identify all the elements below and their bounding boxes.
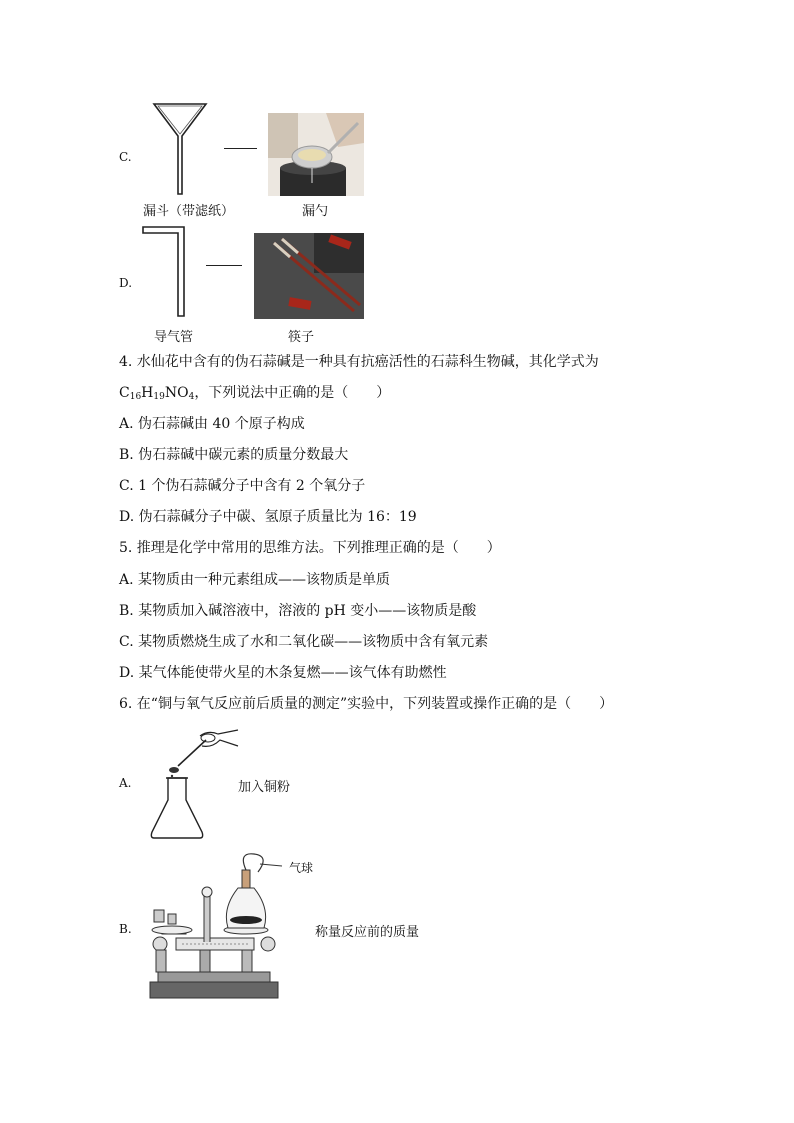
q5-stem: 5. 推理是化学中常用的思维方法。下列推理正确的是（ ） <box>119 540 501 556</box>
strainer-ladle-photo <box>268 113 364 196</box>
q4-option-b[interactable]: B. 伪石蒜碱中碳元素的质量分数最大 <box>119 447 349 463</box>
chopsticks-caption: 筷子 <box>288 330 315 345</box>
strainer-caption: 漏勺 <box>302 204 329 219</box>
q6-option-a-letter: A. <box>119 776 132 790</box>
gas-tube-icon <box>140 224 190 320</box>
q6-stem: 6. 在“铜与氧气反应前后质量的测定”实验中，下列装置或操作正确的是（ ） <box>119 696 614 712</box>
q6-option-b-letter: B. <box>119 922 132 936</box>
chopsticks-photo <box>254 233 364 319</box>
q5-option-d[interactable]: D. 某气体能使带火星的木条复燃——该气体有助燃性 <box>119 665 447 681</box>
q5-option-b[interactable]: B. 某物质加入碱溶液中，溶液的 pH 变小——该物质是酸 <box>119 603 477 619</box>
q4-option-a[interactable]: A. 伪石蒜碱由 40 个原子构成 <box>119 416 305 432</box>
balance-scale-icon[interactable] <box>142 850 287 1002</box>
funnel-caption: 漏斗（带滤纸） <box>143 204 235 219</box>
funnel-icon <box>150 100 210 196</box>
option-d-letter: D. <box>119 276 133 290</box>
q6-option-a-caption: 加入铜粉 <box>238 780 291 795</box>
balloon-label: 气球 <box>289 861 314 875</box>
q5-option-c[interactable]: C. 某物质燃烧生成了水和二氧化碳——该物质中含有氧元素 <box>119 634 489 650</box>
q4-option-d[interactable]: D. 伪石蒜碱分子中碳、氢原子质量比为 16：19 <box>119 509 417 525</box>
connector-line <box>224 148 257 149</box>
q4-formula-line: $C_{16}H_{19}NO_4$，下列说法中正确的是（ ） <box>119 385 391 402</box>
option-c-letter: C. <box>119 150 132 164</box>
q4-option-c[interactable]: C. 1 个伪石蒜碱分子中含有 2 个氧分子 <box>119 478 366 494</box>
q6-option-b-caption: 称量反应前的质量 <box>315 925 420 940</box>
gas-tube-caption: 导气管 <box>154 330 194 345</box>
formula: $C_{16}H_{19}NO_4$ <box>119 385 195 402</box>
flask-spatula-icon[interactable] <box>138 726 240 842</box>
q4-stem: 4. 水仙花中含有的伪石蒜碱是一种具有抗癌活性的石蒜科生物碱，其化学式为 <box>119 354 599 370</box>
connector-line <box>206 265 242 266</box>
q5-option-a[interactable]: A. 某物质由一种元素组成——该物质是单质 <box>119 572 391 588</box>
